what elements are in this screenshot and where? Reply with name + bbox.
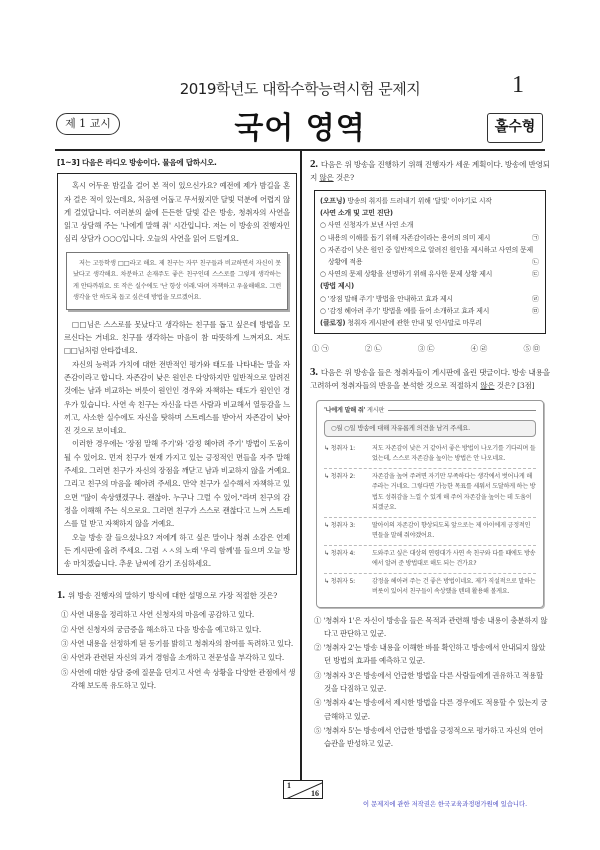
question-number: 1. [57, 589, 65, 602]
plan-item: ○ 자존감이 낮은 원인 중 일반적으로 알려진 원인을 제시하고 사연의 문제 상황에 적용 ㉡ [320, 245, 539, 267]
listener-letter-box [66, 252, 288, 310]
choice-3[interactable]: ③ 사연 내용을 선정하게 된 동기를 밝히고 청취자의 참여를 독려하고 있다. [61, 639, 294, 649]
plan-item: ○ 사연 신청자가 보낸 사연 소개 [320, 221, 414, 230]
left-column [57, 156, 297, 693]
choice-4[interactable]: ④ 사연과 관련된 자신의 과거 경험을 소개하고 전문성을 부각하고 있다. [61, 653, 284, 663]
passage-paragraph: □□님은 스스로를 못났다고 생각하는 친구를 돕고 싶은데 방법을 모르신다는 거네요. 친구를 생각하는 마음이 참 따뜻하게 느껴져요. 저도 □□님처럼 안타깝네요. [64, 319, 290, 356]
listener-letter: 저는 고등학생 □□라고 해요. 제 친구는 자꾸 친구들과 비교하면서 자신이 못났다고 생각해요. 차분하고 손재주도 좋은 친구인데 스스로를 그렇게 생각하는 게 안타까워요. 또 작은 실수에도 '난 항상 이래.'라며 자책하고 우울해해요. 그런 생각을 안 하도록 돕고 싶은데 방법을 모르겠어요. [73, 259, 281, 302]
question-1-choices [57, 608, 297, 692]
comment-board [316, 400, 544, 608]
total-pages: 16 [311, 789, 319, 798]
choice-2[interactable]: ② 사연 신청자의 궁금증을 해소하고 다음 방송을 예고하고 있다. [61, 624, 262, 634]
choice-4[interactable]: ④ ㉣ [470, 344, 488, 354]
passage-paragraph: 오늘 방송 잘 들으셨나요? 저에게 하고 싶은 말이나 청취 소감은 언제든 게시판에 올려 주세요. 그럼 ㅅㅅ의 노래 '우리 함께'를 들으며 오늘 방송 마치겠습니다. 추운 날씨에 감기 조심하세요. [64, 532, 290, 569]
booklet-type-badge: 홀수형 [487, 113, 543, 143]
passage-paragraph: 이러한 경우에는 '장점 말해 주기'와 '감정 헤아려 주기' 방법이 도움이 될 수 있어요. 먼저 친구가 현재 가지고 있는 긍정적인 면들을 자주 말해 주세요. 그러면 친구가 자신의 장점을 깨닫고 남과 비교하지 않을 거예요. 그리고 친구의 마음을 헤아려 주세요. 만약 친구가 실수해서 자책하고 있으면 "많이 속상했겠구나. 괜찮아. 누구나 그럴 수 있어."라며 친구의 감정을 이해해 주는 식으로요. 그러면 친구가 스스로 괜찮다고 느껴 스트레스를 덜 받고 자책하지 않을 거예요. [64, 439, 290, 529]
emphasis-underline: 않은 [480, 380, 495, 390]
question-2-stem: 2. 다음은 위 방송을 진행하기 위해 진행자가 세운 계획이다. 방송에 반영되지 않은 것은? [310, 158, 550, 182]
passage-box [57, 173, 297, 575]
period-badge: 제 1 교시 [56, 113, 120, 135]
set-instruction: [1~3] 다음은 라디오 방송이다. 물음에 답하시오. [57, 158, 217, 167]
page-number: 1 [512, 72, 524, 98]
exam-title: 2019학년도 대학수학능력시험 문제지 [179, 80, 421, 98]
choice-3[interactable]: ③ ㉢ [417, 344, 435, 354]
plan-item: ○ '감정 헤아려 주기' 방법을 예를 들어 소개하고 효과 제시 ㉤ [320, 306, 539, 315]
question-1 [57, 589, 297, 692]
column-divider [300, 151, 302, 781]
choice-5[interactable]: ⑤ 사연에 대한 상담 중에 질문을 던지고 사연 속 상황을 다양한 관점에서 생각해 보도록 유도하고 있다. [61, 667, 296, 690]
question-number: 2. [310, 158, 318, 170]
choice-4[interactable]: ④ '청취자 4'는 방송에서 제시한 방법을 다른 경우에도 적용할 수 있는지 궁금해하고 있군. [314, 698, 548, 721]
choice-5[interactable]: ⑤ ㉤ [523, 344, 540, 354]
board-prompt: ○월 ○일 방송에 대해 자유롭게 의견을 남겨 주세요. [324, 420, 536, 437]
question-3-choices [310, 614, 550, 751]
board-title: '나에게 말해 줘' 게시판 [324, 406, 536, 417]
choice-1[interactable]: ① ㉠ [312, 344, 329, 354]
plan-item: ○ 내용의 이해를 돕기 위해 자존감이라는 용어의 의미 제시 ㉠ [320, 233, 539, 242]
broadcast-plan-box [314, 190, 546, 334]
right-column [310, 156, 550, 752]
choice-1[interactable]: ① '청취자 1'은 자신이 방송을 들은 목적과 관련해 방송 내용이 충분하지 않다고 판단하고 있군. [314, 615, 548, 638]
passage-intro: 혹시 어두운 밤길을 걸어 본 적이 있으신가요? 예전에 제가 밤길을 혼자 걸은 적이 있는데요, 처음엔 어둡고 무서웠지만 달빛 덕분에 어렵지 않게 걸었답니다. 여러분의 삶에 든든한 달빛 같은 방송, 청취자의 사연을 읽고 상담해 주는 '나에게 말해 줘' 시간입니다. 저는 이 방송의 진행자인 심리 상담가 ○○○입니다. 오늘의 사연을 읽어 드릴게요. [64, 181, 290, 244]
plan-section-heading: (방법 제시) [320, 282, 354, 291]
question-1-stem: 1. 위 방송 진행자의 말하기 방식에 대한 설명으로 가장 적절한 것은? [57, 589, 278, 602]
comment-item: ↳ 청취자 4: 도와주고 싶은 대상의 연령대가 사연 속 친구와 다를 때에도 방송에서 알려 준 방법대로 해도 되는 건가요? [324, 546, 536, 574]
question-2-choices [310, 342, 550, 355]
comment-item: ↳ 청취자 5: 감정을 헤아려 주는 건 좋은 방법이네요. 제가 직설적으로 말하는 버릇이 있어서 친구들이 속상했을 텐데 활용해 볼게요. [324, 577, 536, 596]
comment-item: ↳ 청취자 3: 딸아이의 자존감이 향상되도록 앞으로는 제 아이에게 긍정적인 면들을 말해 줘야겠어요. [324, 518, 536, 546]
plan-opening: (오프닝) 방송의 취지를 드러내기 위해 '달빛' 이야기로 시작 [320, 197, 492, 205]
comment-item: ↳ 청취자 1: 저도 자존감이 낮은 거 같아서 좋은 방법이 나오기를 기다리며 들었는데, 스스로 자존감을 높이는 방법은 안 나오네요. [324, 441, 536, 469]
choice-3[interactable]: ③ '청취자 3'은 방송에서 언급한 방법을 다른 사람들에게 권유하고 적용할 것을 다짐하고 있군. [314, 670, 544, 694]
choice-1[interactable]: ① 사연 내용을 정리하고 사연 신청자의 마음에 공감하고 있다. [61, 610, 255, 620]
plan-section-heading: (사연 소개 및 고민 진단) [320, 209, 393, 218]
current-page: 1 [287, 781, 291, 790]
title-rule [388, 410, 536, 411]
choice-2[interactable]: ② '청취자 2'는 방송 내용을 이해한 바를 확인하고 방송에서 안내되지 않았던 방법의 효과를 예측하고 있군. [314, 643, 546, 666]
passage-paragraph: 자신의 능력과 가치에 대한 전반적인 평가와 태도를 나타내는 말을 자존감이라고 합니다. 자존감이 낮은 원인은 다양하지만 일반적으로 알려진 것에는 남과 비교하는 버릇이 원인인 경우와 자책하는 태도가 원인인 경우가 있습니다. 사연 속 친구는 자신을 다른 사람과 비교해서 열등감을 느끼고, 사소한 실수에도 자신을 탓하며 스트레스를 받아서 자존감이 낮아진 것으로 보이네요. [64, 359, 290, 436]
emphasis-underline: 않은 [319, 173, 334, 182]
subject-title: 국어 영역 [234, 111, 366, 146]
plan-item: ○ 사연의 문제 상황을 선명하기 위해 유사한 문제 상황 제시 ㉢ [320, 270, 539, 279]
plan-closing: (클로징) 청취자 게시판에 관한 안내 및 인사말로 마무리 [320, 319, 482, 328]
question-number: 3. [310, 365, 318, 378]
choice-2[interactable]: ② ㉡ [364, 344, 382, 354]
page-indicator [283, 780, 323, 799]
choice-5[interactable]: ⑤ '청취자 5'는 방송에서 언급한 방법을 긍정적으로 평가하고 자신의 언어 습관을 반성하고 있군. [314, 725, 544, 749]
plan-item: ○ '장점 말해 주기' 방법을 안내하고 효과 제시 ㉣ [320, 294, 539, 303]
copyright-notice: 이 문제지에 관한 저작권은 한국교육과정평가원에 있습니다. [363, 801, 528, 808]
question-3-stem: 3. 다음은 위 방송을 들은 청취자들이 게시판에 올린 댓글이다. 방송 내용을 고려하여 청취자들의 반응을 분석한 것으로 적절하지 않은 것은? [3점] [310, 365, 550, 390]
comment-item: ↳ 청취자 2: 자존감을 높여 주려면 자기만 부족하다는 생각에서 벗어나게 해 주라는 거네요. 그렇다면 가능한 목표를 세워서 도달하게 하는 방법도 성취감을 느낄 수 있게 해 주어 자존감을 높이는 데 도움이 되겠군요. [324, 469, 536, 518]
